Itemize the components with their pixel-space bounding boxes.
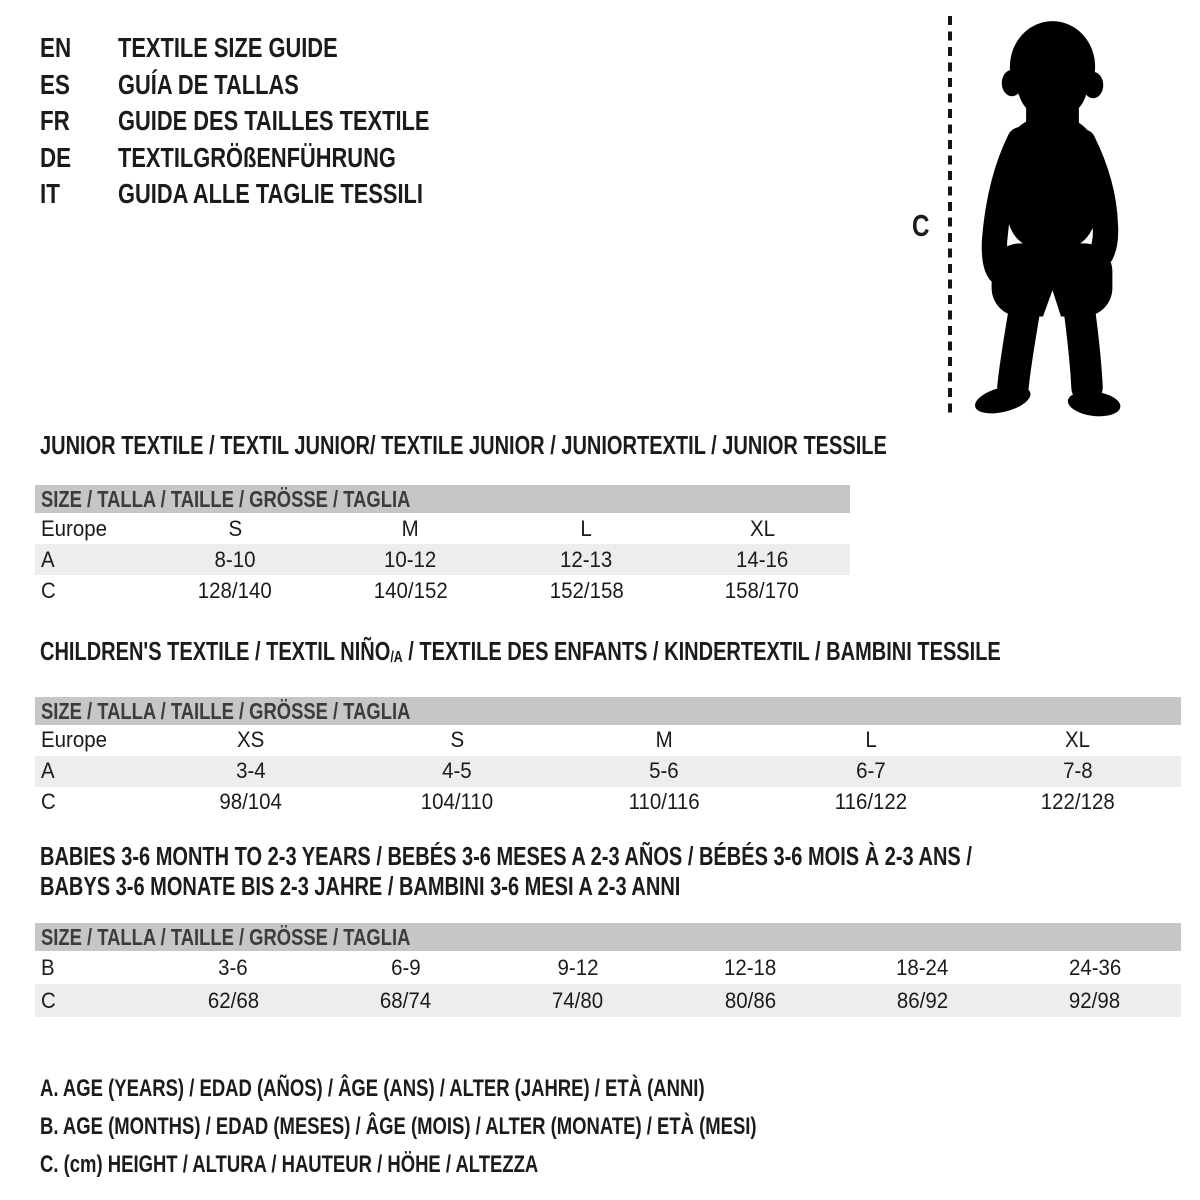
value-cell xyxy=(147,787,354,818)
value-text: 12-18 xyxy=(723,954,777,980)
value-text: 92/98 xyxy=(1069,987,1121,1013)
size-header-text: SIZE / TALLA / TAILLE / GRÖSSE / TAGLIA xyxy=(41,697,411,724)
value-text: M xyxy=(655,727,673,753)
value-text: 14-16 xyxy=(735,546,789,572)
value-cell xyxy=(354,787,561,818)
section-title-text xyxy=(40,636,1001,672)
value-cell xyxy=(974,787,1181,818)
language-code-text: EN xyxy=(40,32,72,64)
section-title-part: BABIES 3-6 MONTH TO 2-3 YEARS / BEBÉS 3-6 MESES A 2-3 AÑOS / BÉBÉS 3-6 MOIS À 2-3 ANS / xyxy=(40,841,972,871)
section-title-line xyxy=(40,871,1181,901)
language-title xyxy=(118,105,517,137)
value-text: 6-7 xyxy=(856,758,886,784)
section-title xyxy=(40,636,1181,672)
value-cell xyxy=(147,756,354,787)
row-label-text: Europe xyxy=(41,515,107,541)
section-title-part: BABYS 3-6 MONATE BIS 2-3 JAHRE / BAMBINI 3-6 MESI A 2-3 ANNI xyxy=(40,871,681,901)
value-cell xyxy=(147,575,323,606)
value-cell xyxy=(1009,984,1181,1017)
value-cell xyxy=(147,951,319,984)
value-cell xyxy=(974,756,1181,787)
value-cell xyxy=(499,513,675,544)
language-title xyxy=(118,69,350,101)
size-table xyxy=(35,725,1181,818)
value-cell xyxy=(561,725,768,756)
table-row xyxy=(35,787,1181,818)
value-text: 5-6 xyxy=(649,758,679,784)
language-list xyxy=(40,30,517,213)
row-label-cell xyxy=(35,725,147,756)
value-cell xyxy=(147,984,319,1017)
row-label-cell xyxy=(35,756,147,787)
row-label-cell xyxy=(35,951,147,984)
value-text: 86/92 xyxy=(896,987,949,1013)
value-text: 74/80 xyxy=(552,987,604,1013)
value-text: M xyxy=(402,515,420,541)
value-cell xyxy=(836,951,1008,984)
height-dashed-line xyxy=(946,16,954,418)
language-title xyxy=(118,178,509,210)
section-title-text xyxy=(40,841,972,871)
value-cell xyxy=(974,725,1181,756)
section-title-text xyxy=(40,871,680,901)
value-cell xyxy=(323,544,499,575)
language-code xyxy=(40,105,118,137)
size-header-bar xyxy=(35,485,850,513)
size-table xyxy=(35,513,850,606)
size-header-text: SIZE / TALLA / TAILLE / GRÖSSE / TAGLIA xyxy=(41,924,411,950)
language-row xyxy=(40,67,517,104)
value-cell xyxy=(561,756,768,787)
value-cell xyxy=(354,756,561,787)
row-label-cell xyxy=(35,513,147,544)
table-row xyxy=(35,756,1181,787)
value-cell xyxy=(674,575,850,606)
section-title-line xyxy=(40,636,1181,672)
language-title xyxy=(118,32,400,64)
language-title-text: GUIDE DES TAILLES TEXTILE xyxy=(118,105,430,137)
legend-list xyxy=(40,1070,971,1184)
value-text: 68/74 xyxy=(379,987,432,1013)
value-cell xyxy=(499,544,675,575)
legend-line xyxy=(40,1070,971,1108)
value-cell xyxy=(147,725,354,756)
language-code-text: DE xyxy=(40,141,72,173)
row-label-text: Europe xyxy=(41,727,107,753)
legend-line xyxy=(40,1146,971,1184)
table-row xyxy=(35,575,850,606)
legend-line-text: C. (cm) HEIGHT / ALTURA / HAUTEUR / HÖHE / ALTEZZA xyxy=(40,1151,539,1178)
value-cell xyxy=(767,725,974,756)
value-text: 8-10 xyxy=(214,546,256,572)
row-label-cell xyxy=(35,984,147,1017)
value-text: 9-12 xyxy=(557,954,599,980)
language-code-text: IT xyxy=(40,178,60,210)
value-cell xyxy=(836,984,1008,1017)
value-cell xyxy=(319,951,491,984)
value-text: 158/170 xyxy=(725,577,800,603)
size-section-children-textile xyxy=(35,636,1181,818)
table-row xyxy=(35,513,850,544)
value-text: 24-36 xyxy=(1068,954,1121,980)
value-text: XL xyxy=(749,515,775,541)
row-label-text: B xyxy=(41,954,55,980)
value-cell xyxy=(492,984,664,1017)
legend-line xyxy=(40,1108,971,1146)
size-section-junior-textile xyxy=(35,430,887,606)
row-label-cell xyxy=(35,787,147,818)
value-text: 12-13 xyxy=(560,546,613,572)
value-text: 7-8 xyxy=(1062,758,1093,784)
toddler-silhouette-icon xyxy=(963,14,1141,420)
language-title-text: GUIDA ALLE TAGLIE TESSILI xyxy=(118,178,423,210)
value-text: 10-12 xyxy=(384,546,437,572)
value-text: 140/152 xyxy=(373,577,448,603)
value-cell xyxy=(674,513,850,544)
value-text: 6-9 xyxy=(390,954,421,980)
value-cell xyxy=(1009,951,1181,984)
value-cell xyxy=(674,544,850,575)
language-row xyxy=(40,103,517,140)
value-text: L xyxy=(865,727,877,753)
value-cell xyxy=(147,544,323,575)
value-cell xyxy=(319,984,491,1017)
table-row xyxy=(35,984,1181,1017)
value-text: 80/86 xyxy=(724,987,776,1013)
size-header-text: SIZE / TALLA / TAILLE / GRÖSSE / TAGLIA xyxy=(41,486,411,512)
toddler-figure xyxy=(900,0,1200,440)
section-title-part: JUNIOR TEXTILE / TEXTIL JUNIOR/ TEXTILE JUNIOR / JUNIORTEXTIL / JUNIOR TESSILE xyxy=(40,430,887,460)
value-cell xyxy=(323,513,499,544)
legend-line-text: B. AGE (MONTHS) / EDAD (MESES) / ÂGE (MOIS) / ALTER (MONATE) / ETÀ (MESI) xyxy=(40,1113,757,1140)
row-label-text: C xyxy=(41,577,56,603)
value-cell xyxy=(147,513,323,544)
value-cell xyxy=(323,575,499,606)
language-code xyxy=(40,32,118,64)
value-text: 62/68 xyxy=(207,987,259,1013)
value-text: XS xyxy=(236,727,265,753)
size-section-babies xyxy=(35,841,1181,1017)
value-text: 110/116 xyxy=(628,789,700,815)
section-title-text xyxy=(40,430,887,460)
value-cell xyxy=(561,787,768,818)
value-cell xyxy=(492,951,664,984)
section-title-line xyxy=(40,841,1181,871)
section-title xyxy=(40,430,887,460)
language-code-text: ES xyxy=(40,68,70,100)
size-header-bar xyxy=(35,697,1181,725)
row-label-text: A xyxy=(41,546,55,572)
language-code xyxy=(40,142,118,174)
value-text: S xyxy=(450,727,465,753)
row-label-text: C xyxy=(41,987,56,1013)
value-text: 104/110 xyxy=(420,789,494,815)
language-row xyxy=(40,176,517,213)
value-text: 128/140 xyxy=(197,577,272,603)
value-text: 3-4 xyxy=(235,758,266,784)
value-text: 4-5 xyxy=(442,758,472,784)
row-label-cell xyxy=(35,544,147,575)
value-text: S xyxy=(228,515,242,541)
value-text: XL xyxy=(1065,727,1091,753)
language-title xyxy=(118,142,474,174)
language-row xyxy=(40,30,517,67)
value-text: 18-24 xyxy=(896,954,949,980)
value-text: 116/122 xyxy=(834,789,908,815)
section-title-line xyxy=(40,430,887,460)
value-cell xyxy=(664,951,836,984)
language-title-text: GUÍA DE TALLAS xyxy=(118,68,299,100)
section-title-part: / TEXTILE DES ENFANTS / KINDERTEXTIL / BAMBINI TESSILE xyxy=(402,636,1001,666)
language-row xyxy=(40,140,517,177)
row-label-text: C xyxy=(41,789,56,815)
table-row xyxy=(35,725,1181,756)
row-label-cell xyxy=(35,575,147,606)
value-text: 152/158 xyxy=(549,577,624,603)
value-cell xyxy=(767,756,974,787)
value-cell xyxy=(354,725,561,756)
value-text: L xyxy=(580,515,593,541)
table-row xyxy=(35,544,850,575)
figure-height-label-text: C xyxy=(912,208,930,243)
value-cell xyxy=(499,575,675,606)
legend-line-text: A. AGE (YEARS) / EDAD (AÑOS) / ÂGE (ANS) / ALTER (JAHRE) / ETÀ (ANNI) xyxy=(40,1075,705,1102)
language-title-text: TEXTILE SIZE GUIDE xyxy=(118,32,338,64)
language-title-text: TEXTILGRÖßENFÜHRUNG xyxy=(118,141,396,173)
language-code xyxy=(40,69,118,101)
section-title-part: CHILDREN'S TEXTILE / TEXTIL NIÑO xyxy=(40,636,391,666)
language-code-text: FR xyxy=(40,105,70,137)
language-code xyxy=(40,178,118,210)
size-header-bar xyxy=(35,923,1181,951)
section-title xyxy=(40,841,1181,901)
figure-height-label xyxy=(912,208,934,244)
value-text: 98/104 xyxy=(219,789,282,815)
section-title-subscript: /A xyxy=(390,647,403,666)
size-table xyxy=(35,951,1181,1017)
value-cell xyxy=(664,984,836,1017)
value-text: 3-6 xyxy=(218,954,248,980)
value-cell xyxy=(767,787,974,818)
value-text: 122/128 xyxy=(1040,789,1115,815)
row-label-text: A xyxy=(41,758,55,784)
table-row xyxy=(35,951,1181,984)
